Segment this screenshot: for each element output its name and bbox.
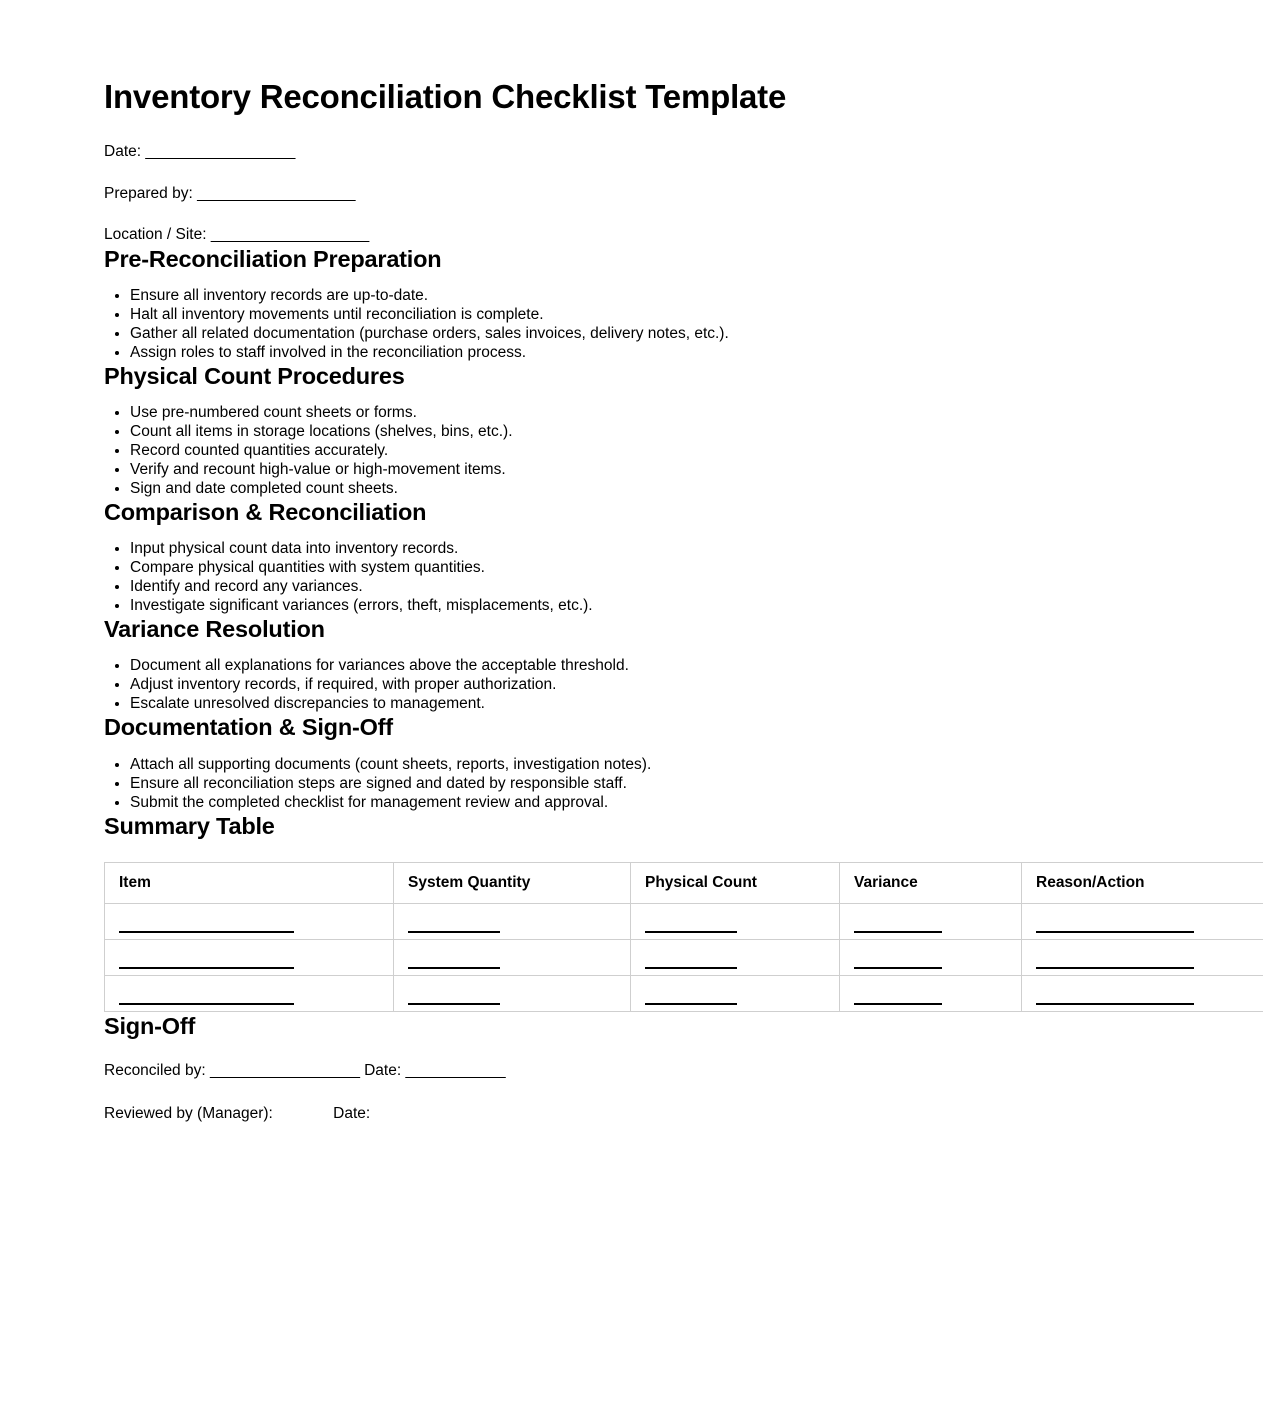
section-heading-summary-table: Summary Table [104, 812, 275, 839]
list-item: Verify and recount high-value or high-movement items. [104, 460, 1159, 479]
list-item: Use pre-numbered count sheets or forms. [104, 403, 1159, 422]
fill-in-line[interactable] [645, 1003, 737, 1005]
signoff-label-reviewed-by: Reviewed by (Manager): [104, 1104, 273, 1122]
checklist-physical-count-procedures [104, 403, 1159, 498]
list-item: Investigate significant variances (errors, theft, misplacements, etc.). [104, 596, 1159, 615]
list-item: Compare physical quantities with system quantities. [104, 558, 1159, 577]
list-item: Halt all inventory movements until reconciliation is complete. [104, 305, 1159, 324]
list-item: Identify and record any variances. [104, 577, 1159, 596]
list-item: Ensure all inventory records are up-to-date. [104, 286, 1159, 305]
cell-variance[interactable] [840, 939, 1022, 975]
list-item: Record counted quantities accurately. [104, 441, 1159, 460]
list-item: Gather all related documentation (purchase orders, sales invoices, delivery notes, etc.). [104, 324, 1159, 343]
section-heading-pre-reconciliation-preparation: Pre-Reconciliation Preparation [104, 245, 442, 272]
column-header-item: Item [105, 862, 394, 903]
meta-blank-prepared-by[interactable]: ___________________ [197, 184, 356, 202]
fill-in-line[interactable] [1036, 967, 1194, 969]
fill-in-line[interactable] [645, 931, 737, 933]
list-item: Input physical count data into inventory records. [104, 539, 1159, 558]
table-row [105, 939, 1263, 975]
signoff-label-reconciled-date: Date: [359, 1062, 406, 1080]
cell-reason-action[interactable] [1022, 975, 1263, 1011]
fill-in-line[interactable] [408, 967, 500, 969]
signoff-label-reviewed-date: Date: [333, 1104, 371, 1122]
fill-in-line[interactable] [854, 1003, 942, 1005]
fill-in-line[interactable] [645, 967, 737, 969]
section-heading-variance-resolution: Variance Resolution [104, 616, 325, 643]
cell-reason-action[interactable] [1022, 903, 1263, 939]
table-header-row [105, 862, 1263, 903]
cell-item[interactable] [105, 939, 394, 975]
table-row [105, 975, 1263, 1011]
cell-system-quantity[interactable] [394, 939, 631, 975]
list-item: Sign and date completed count sheets. [104, 479, 1159, 498]
meta-blank-location-site[interactable]: ___________________ [210, 226, 369, 244]
checklist-variance-resolution [104, 656, 1159, 713]
checklist-documentation-sign-off [104, 755, 1159, 812]
list-item: Ensure all reconciliation steps are signed and dated by responsible staff. [104, 774, 1159, 793]
list-item: Adjust inventory records, if required, with proper authorization. [104, 675, 1159, 694]
column-header-physical-count: Physical Count [631, 862, 840, 903]
fill-in-line[interactable] [408, 1003, 500, 1005]
signoff-reconciled-by-line [104, 1062, 1159, 1081]
list-item: Escalate unresolved discrepancies to management. [104, 694, 1159, 713]
cell-item[interactable] [105, 903, 394, 939]
signoff-reviewed-by-line [104, 1105, 1159, 1124]
section-heading-sign-off: Sign-Off [104, 1012, 196, 1039]
table-row [105, 903, 1263, 939]
fill-in-line[interactable] [1036, 1003, 1194, 1005]
section-heading-physical-count-procedures: Physical Count Procedures [104, 362, 405, 389]
checklist-comparison-reconciliation [104, 539, 1159, 615]
fill-in-line[interactable] [119, 1003, 294, 1005]
fill-in-line[interactable] [119, 967, 294, 969]
cell-variance[interactable] [840, 903, 1022, 939]
meta-blank-date[interactable]: __________________ [145, 142, 296, 160]
signoff-label-reconciled-by: Reconciled by: [104, 1062, 210, 1080]
meta-field-prepared-by [104, 185, 1159, 204]
summary-table [104, 862, 1263, 1012]
list-item: Count all items in storage locations (shelves, bins, etc.). [104, 422, 1159, 441]
cell-physical-count[interactable] [631, 975, 840, 1011]
signoff-blank-reconciled-date[interactable]: ____________ [405, 1062, 506, 1080]
list-item: Attach all supporting documents (count sheets, reports, investigation notes). [104, 755, 1159, 774]
cell-item[interactable] [105, 975, 394, 1011]
fill-in-line[interactable] [1036, 931, 1194, 933]
section-heading-documentation-sign-off: Documentation & Sign-Off [104, 714, 393, 741]
cell-reason-action[interactable] [1022, 939, 1263, 975]
meta-label-location-site: Location / Site: [104, 226, 211, 244]
meta-label-prepared-by: Prepared by: [104, 184, 198, 202]
signoff-blank-reconciled-by[interactable]: __________________ [209, 1062, 360, 1080]
signoff-spacer [273, 1105, 333, 1122]
column-header-reason-action: Reason/Action [1022, 862, 1263, 903]
meta-field-location-site [104, 226, 1159, 245]
cell-variance[interactable] [840, 975, 1022, 1011]
cell-physical-count[interactable] [631, 903, 840, 939]
fill-in-line[interactable] [854, 967, 942, 969]
page-title: Inventory Reconciliation Checklist Template [104, 78, 787, 115]
list-item: Document all explanations for variances above the acceptable threshold. [104, 656, 1159, 675]
section-heading-comparison-reconciliation: Comparison & Reconciliation [104, 499, 427, 526]
cell-physical-count[interactable] [631, 939, 840, 975]
fill-in-line[interactable] [408, 931, 500, 933]
list-item: Submit the completed checklist for management review and approval. [104, 793, 1159, 812]
fill-in-line[interactable] [854, 931, 942, 933]
cell-system-quantity[interactable] [394, 903, 631, 939]
checklist-pre-reconciliation-preparation [104, 286, 1159, 362]
meta-field-date [104, 143, 1159, 162]
cell-system-quantity[interactable] [394, 975, 631, 1011]
meta-label-date: Date: [104, 142, 146, 160]
fill-in-line[interactable] [119, 931, 294, 933]
column-header-system-quantity: System Quantity [394, 862, 631, 903]
list-item: Assign roles to staff involved in the reconciliation process. [104, 343, 1159, 362]
column-header-variance: Variance [840, 862, 1022, 903]
